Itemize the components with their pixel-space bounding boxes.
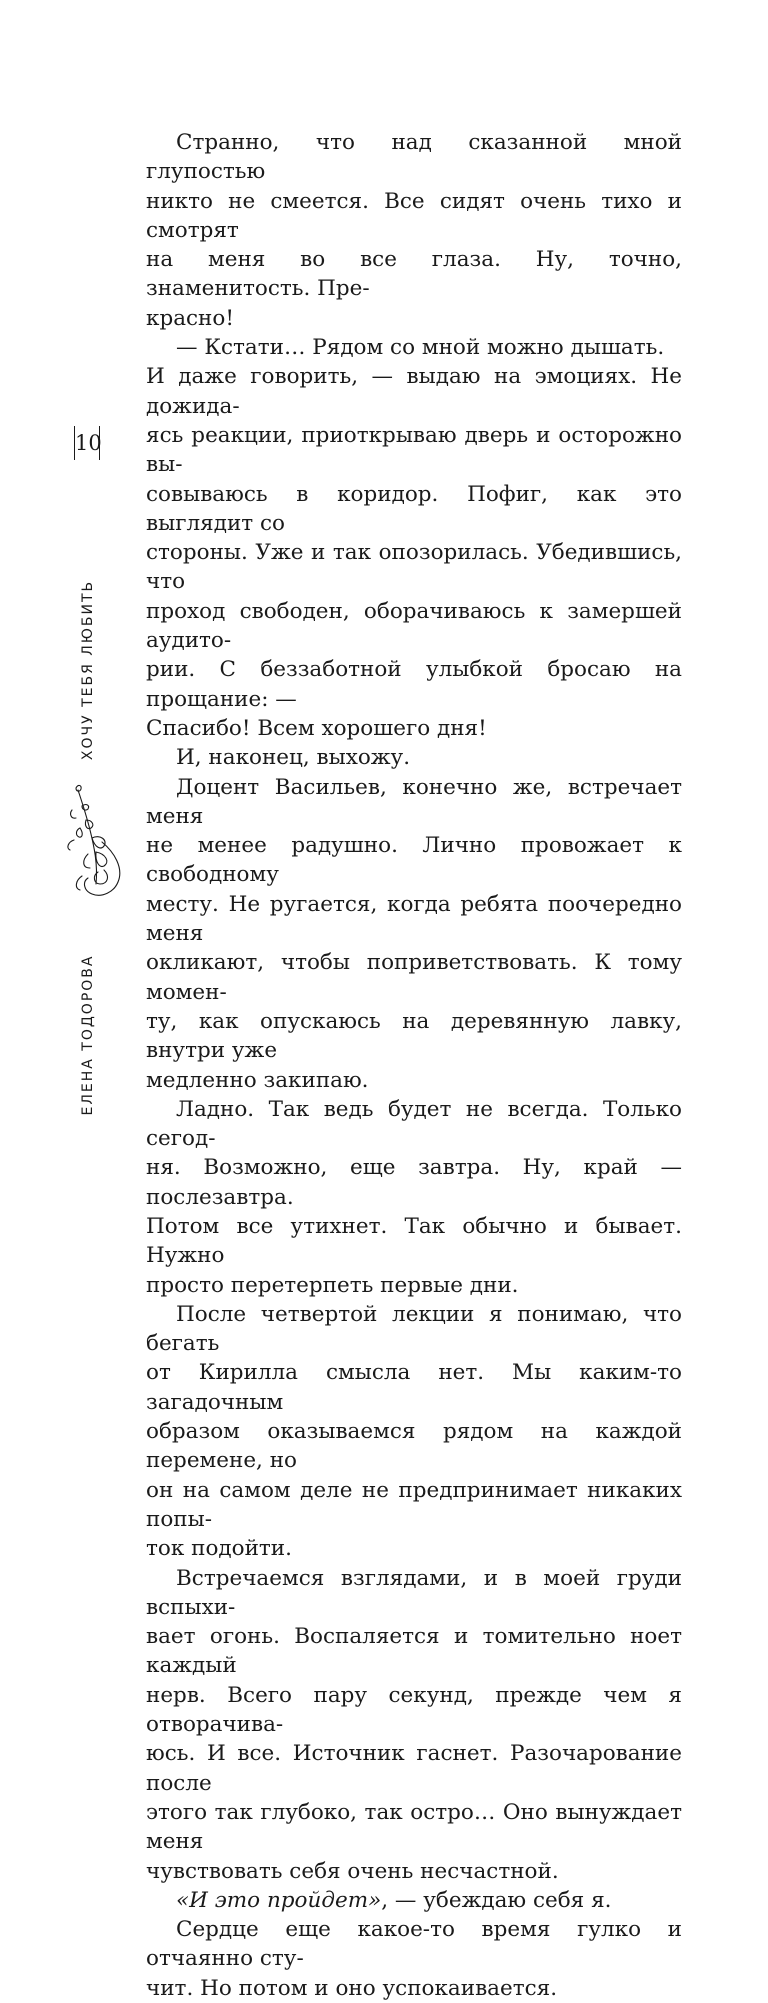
text-line: месту. Не ругается, когда ребята поочередно меня <box>146 891 682 947</box>
text-line: Сердце еще какое-то время гулко и отчаянно сту- <box>146 1917 682 1972</box>
text-line: И, наконец, выхожу. <box>176 745 411 771</box>
floral-ornament-icon <box>52 780 132 910</box>
text-line: ту, как опускаюсь на деревянную лавку, внутри уже <box>146 1008 682 1064</box>
text-line: проход свободен, оборачиваюсь к замершей аудито- <box>146 598 682 654</box>
paragraph <box>146 1564 682 1886</box>
paragraph <box>146 773 682 1095</box>
text-line: , — убеждаю себя я. <box>381 1887 612 1913</box>
paragraph <box>146 1095 682 1300</box>
paragraph <box>146 1886 682 1915</box>
text-line: красно! <box>146 305 234 331</box>
text-line: Странно, что над сказанной мной глупостью <box>146 130 682 185</box>
body-text <box>146 128 682 2003</box>
text-line: Доцент Васильев, конечно же, встречает меня <box>146 774 682 829</box>
text-line: этого так глубоко, так остро… Оно вынуждает меня <box>146 1799 682 1855</box>
text-line: чувствовать себя очень несчастной. <box>146 1858 559 1884</box>
text-line: — Кстати… Рядом со мной можно дышать. <box>176 335 665 361</box>
page-number: 10 <box>74 426 100 460</box>
text-line: не менее радушно. Лично провожает к свободному <box>146 833 682 888</box>
text-line: от Кирилла смысла нет. Мы каким-то загадочным <box>146 1360 682 1415</box>
italic-quote: «И это пройдет» <box>176 1887 382 1913</box>
text-line: И даже говорить, — выдаю на эмоциях. Не дожида- <box>146 364 682 419</box>
text-line: После четвертой лекции я понимаю, что бегать <box>146 1301 682 1357</box>
paragraph <box>146 743 682 772</box>
text-line: нерв. Всего пару секунд, прежде чем я отворачива- <box>146 1682 682 1738</box>
text-line: Спасибо! Всем хорошего дня! <box>146 715 487 741</box>
text-line: Встречаемся взглядами, и в моей груди вспыхи- <box>146 1565 682 1620</box>
running-title: ХОЧУ ТЕБЯ ЛЮБИТЬ <box>80 579 96 761</box>
text-line: рии. С беззаботной улыбкой бросаю на прощание: — <box>146 657 682 712</box>
text-line: Ладно. Так ведь будет не всегда. Только сегод- <box>146 1096 682 1152</box>
paragraph <box>146 128 682 333</box>
text-line: совываюсь в коридор. Пофиг, как это выглядит со <box>146 481 682 536</box>
text-line: вает огонь. Воспаляется и томительно ноет каждый <box>146 1624 682 1679</box>
paragraph <box>146 1915 682 2003</box>
text-line: ня. Возможно, еще завтра. Ну, край — послезавтра. <box>146 1155 682 1210</box>
text-line: просто перетерпеть первые дни. <box>146 1272 519 1298</box>
text-line: образом оказываемся рядом на каждой перемене, но <box>146 1419 682 1474</box>
paragraph <box>146 1300 682 1564</box>
text-line: медленно закипаю. <box>146 1067 369 1093</box>
paragraph <box>146 333 682 743</box>
text-line: юсь. И все. Источник гаснет. Разочарование после <box>146 1741 682 1796</box>
text-line: он на самом деле не предпринимает никаких попы- <box>146 1477 682 1532</box>
text-line: чит. Но потом и оно успокаивается. <box>146 1975 558 2001</box>
text-line: ток подойти. <box>146 1536 292 1562</box>
text-line: стороны. Уже и так опозорилась. Убедившись, что <box>146 540 682 595</box>
text-line: Потом все утихнет. Так обычно и бывает. Нужно <box>146 1213 682 1269</box>
text-line: ясь реакции, приоткрываю дверь и осторожно вы- <box>146 422 682 478</box>
text-line: никто не смеется. Все сидят очень тихо и смотрят <box>146 188 682 243</box>
text-line: окликают, чтобы поприветствовать. К тому момен- <box>146 950 682 1005</box>
running-author: ЕЛЕНА ТОДОРОВА <box>80 954 96 1116</box>
text-line: на меня во все глаза. Ну, точно, знаменитость. Пре- <box>146 247 682 302</box>
